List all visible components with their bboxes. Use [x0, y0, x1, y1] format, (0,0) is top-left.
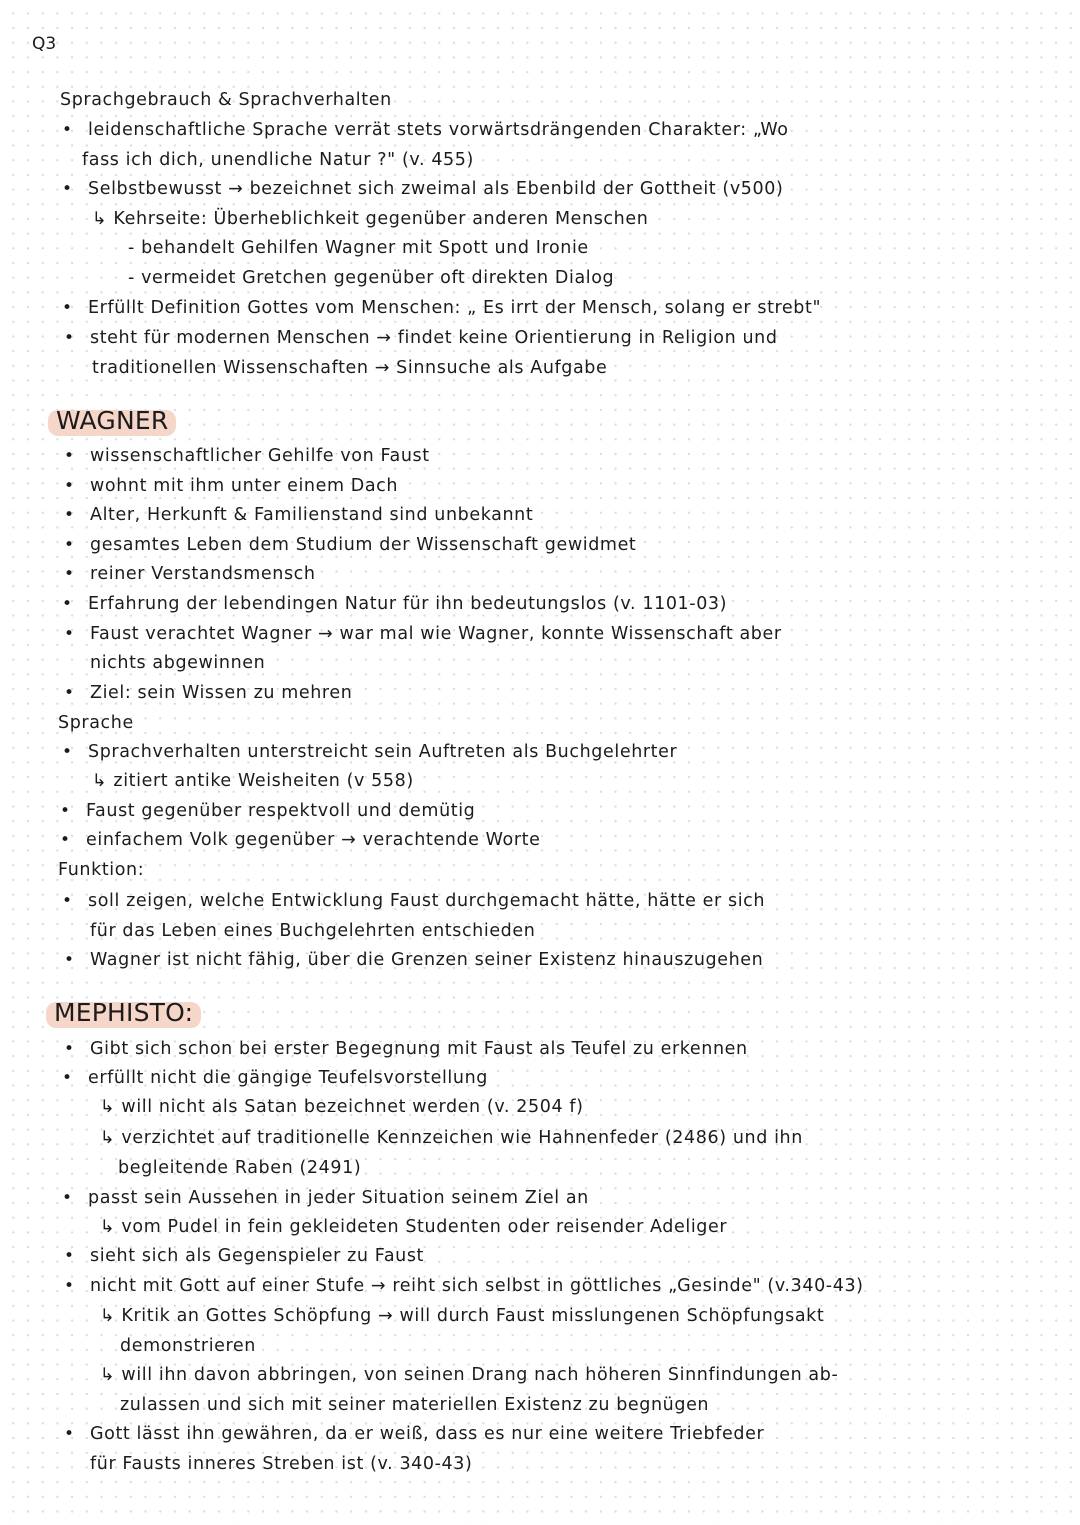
list-item: • sieht sich als Gegenspieler zu Faust: [90, 1244, 424, 1268]
list-item: • gesamtes Leben dem Studium der Wissenschaft gewidmet: [90, 533, 636, 557]
list-item: • Faust verachtet Wagner → war mal wie Wagner, konnte Wissenschaft aber: [90, 622, 782, 646]
sprache-heading: Sprache: [58, 713, 134, 733]
list-item: • Erfahrung der lebendingen Natur für ihn bedeutungslos (v. 1101-03): [88, 592, 727, 616]
list-subitem: ↳ Kehrseite: Überheblichkeit gegenüber anderen Menschen: [92, 209, 649, 229]
section-title-wagner: [52, 404, 176, 438]
list-item-continuation: für Fausts inneres Streben ist (v. 340-43): [90, 1454, 473, 1474]
list-subitem: ↳ will nicht als Satan bezeichnet werden (v. 2504 f): [100, 1097, 584, 1117]
funktion-heading: Funktion:: [58, 860, 145, 880]
list-item: • Ziel: sein Wissen zu mehren: [90, 681, 352, 705]
list-item-continuation: begleitende Raben (2491): [118, 1158, 362, 1178]
list-subitem: ↳ vom Pudel in fein gekleideten Studenten oder reisender Adeliger: [100, 1217, 728, 1237]
list-item: • nicht mit Gott auf einer Stufe → reiht sich selbst in göttliches „Gesinde" (v.340-43): [90, 1274, 864, 1298]
list-item: • wissenschaftlicher Gehilfe von Faust: [90, 444, 430, 468]
list-item-continuation: nichts abgewinnen: [90, 653, 266, 673]
section-title-mephisto: [50, 996, 201, 1030]
section-title-text: WAGNER: [56, 406, 169, 435]
page-label: Q3: [32, 34, 57, 54]
list-subitem: - vermeidet Gretchen gegenüber oft direkten Dialog: [128, 268, 615, 288]
section-subheading: Sprachgebrauch & Sprachverhalten: [60, 90, 392, 110]
list-item: • Sprachverhalten unterstreicht sein Auftreten als Buchgelehrter: [88, 740, 677, 764]
list-item: • einfachem Volk gegenüber → verachtende Worte: [86, 828, 540, 852]
list-item: • Wagner ist nicht fähig, über die Grenzen seiner Existenz hinauszugehen: [90, 948, 763, 972]
list-item: • Alter, Herkunft & Familienstand sind unbekannt: [90, 503, 533, 527]
list-item-continuation: für das Leben eines Buchgelehrten entschieden: [90, 921, 536, 941]
list-item: • leidenschaftliche Sprache verrät stets vorwärtsdrängenden Charakter: „Wo: [88, 118, 789, 142]
list-subitem: - behandelt Gehilfen Wagner mit Spott und Ironie: [128, 238, 589, 258]
list-item-continuation: demonstrieren: [120, 1336, 256, 1356]
list-item-continuation: zulassen und sich mit seiner materiellen Existenz zu begnügen: [120, 1395, 710, 1415]
list-item-continuation: fass ich dich, unendliche Natur ?" (v. 455): [82, 150, 474, 170]
list-item: • Selbstbewusst → bezeichnet sich zweimal als Ebenbild der Gottheit (v500): [88, 177, 783, 201]
list-subitem: ↳ Kritik an Gottes Schöpfung → will durch Faust misslungenen Schöpfungsakt: [100, 1306, 825, 1326]
list-item: • Erfüllt Definition Gottes vom Menschen: „ Es irrt der Mensch, solang er strebt": [88, 296, 821, 320]
list-item: • soll zeigen, welche Entwicklung Faust durchgemacht hätte, hätte er sich: [88, 889, 765, 913]
list-item: • wohnt mit ihm unter einem Dach: [90, 474, 398, 498]
list-item: • Faust gegenüber respektvoll und demütig: [86, 799, 475, 823]
list-subitem: ↳ will ihn davon abbringen, von seinen Drang nach höheren Sinnfindungen ab-: [100, 1365, 839, 1385]
list-item: • passt sein Aussehen in jeder Situation seinem Ziel an: [88, 1186, 589, 1210]
list-item-continuation: traditionellen Wissenschaften → Sinnsuche als Aufgabe: [92, 358, 608, 378]
section-title-text: MEPHISTO:: [54, 998, 194, 1027]
list-item: • Gott lässt ihn gewähren, da er weiß, dass es nur eine weitere Triebfeder: [90, 1422, 764, 1446]
list-item: • reiner Verstandsmensch: [90, 562, 316, 586]
list-item: • erfüllt nicht die gängige Teufelsvorstellung: [88, 1066, 488, 1090]
list-item: • Gibt sich schon bei erster Begegnung mit Faust als Teufel zu erkennen: [90, 1037, 748, 1061]
list-subitem: ↳ verzichtet auf traditionelle Kennzeichen wie Hahnenfeder (2486) und ihn: [100, 1128, 803, 1148]
list-item: • steht für modernen Menschen → findet keine Orientierung in Religion und: [90, 326, 778, 350]
list-subitem: ↳ zitiert antike Weisheiten (v 558): [92, 771, 414, 791]
